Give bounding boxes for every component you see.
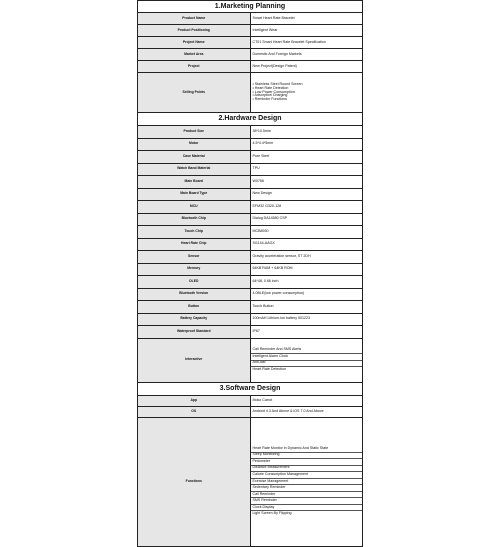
selling-points-list	[250, 73, 363, 113]
row-key: OS	[138, 406, 251, 417]
row-value: MCB8930	[250, 226, 363, 239]
row-key: Memory	[138, 263, 251, 276]
row-key: Watch Band Material	[138, 163, 251, 176]
list-item: Distance Measurement	[251, 465, 363, 472]
row-key: Product Size	[138, 126, 251, 139]
list-item: Calorie Consumption Management	[251, 471, 363, 478]
table-row	[138, 126, 363, 139]
table-row	[138, 417, 363, 546]
list-item: Sleep Monitoring	[251, 452, 363, 459]
table-row	[138, 73, 363, 113]
section-row	[138, 382, 363, 395]
row-key: Waterproof Standard	[138, 326, 251, 339]
list-item: Sedentary Reminder	[251, 484, 363, 491]
row-key: Button	[138, 301, 251, 314]
row-value: 64*48, 0.66 inch	[250, 276, 363, 289]
row-value: SI1144-AAGX	[250, 238, 363, 251]
row-value: Gravity acceleration sensor, ST 2DH	[250, 251, 363, 264]
table-row	[138, 213, 363, 226]
table-row	[138, 263, 363, 276]
row-key: Interactive	[138, 338, 251, 382]
row-value: 4.0BLE(low power consumption)	[250, 288, 363, 301]
table-row	[138, 176, 363, 189]
row-value: Smart Heart Rate Bracelet	[250, 13, 363, 25]
row-key: Sensor	[138, 251, 251, 264]
table-row	[138, 151, 363, 164]
row-key: App	[138, 395, 251, 406]
row-value: 100mAH Lithium-ion battery 501223	[250, 313, 363, 326]
list-item: • Heart Rate Detection	[252, 85, 289, 90]
row-value: Android 4.3 And Above & iOS 7.0 And Above	[250, 406, 363, 417]
row-key: OLED	[138, 276, 251, 289]
table-row	[138, 201, 363, 214]
row-value: CT01 Smart Heart Rate Bracelet Specification	[250, 37, 363, 49]
row-value: Moko Carrot	[250, 395, 363, 406]
row-key: Product Name	[138, 13, 251, 25]
functions-list	[250, 417, 363, 546]
row-value: 64KB RAM + 64KB ROM	[250, 263, 363, 276]
row-key: Motor	[138, 138, 251, 151]
row-key: Selling Points	[138, 73, 251, 113]
table-row	[138, 49, 363, 61]
row-value: Pure Steel	[250, 151, 363, 164]
table-row	[138, 238, 363, 251]
table-row	[138, 395, 363, 406]
table-row	[138, 13, 363, 25]
row-key: Product Positioning	[138, 25, 251, 37]
table-row	[138, 288, 363, 301]
table-row	[138, 313, 363, 326]
table-row	[138, 326, 363, 339]
row-key: Market Area	[138, 49, 251, 61]
spec-document	[137, 0, 363, 516]
table-row	[138, 37, 363, 49]
table-row	[138, 251, 363, 264]
list-item: Anti-lost	[251, 360, 363, 367]
row-key: Heart Rate Chip	[138, 238, 251, 251]
list-item: Pedometer	[251, 458, 363, 465]
interactive-rows	[138, 338, 363, 546]
row-value: New Project(Design Patent)	[250, 61, 363, 73]
row-value: Dialog DA14580 CSP	[250, 213, 363, 226]
spec-table	[137, 0, 363, 547]
list-item: Intelligent Alarm Clock	[251, 353, 363, 360]
row-key: Touch Chip	[138, 226, 251, 239]
section-row	[138, 1, 363, 13]
row-value: IP67	[250, 326, 363, 339]
list-item: Call Reminder And SMS Alerts	[252, 347, 302, 352]
row-key: Main Board	[138, 176, 251, 189]
row-key: Case Material	[138, 151, 251, 164]
table-row	[138, 338, 363, 382]
list-item: Heart Rate Detection	[251, 366, 363, 373]
section-title-software: 3.Software Design	[138, 382, 363, 395]
table-row	[138, 138, 363, 151]
row-value: 4.5*4.4*5mm	[250, 138, 363, 151]
row-key: Project Name	[138, 37, 251, 49]
list-item: SMS Reminder	[251, 497, 363, 504]
row-value: EFM32 G320-128	[250, 201, 363, 214]
row-value: Domestic And Foreign Markets	[250, 49, 363, 61]
table-row	[138, 61, 363, 73]
table-row	[138, 226, 363, 239]
row-value: Intelligent Wear	[250, 25, 363, 37]
interactive-list	[250, 338, 363, 382]
row-value: W0766	[250, 176, 363, 189]
row-key: Bluetooth Chip	[138, 213, 251, 226]
row-value: TPU	[250, 163, 363, 176]
list-item: • Adsorption Charging	[252, 93, 288, 98]
list-item: Heart Rate Monitor in Dynamic And Static State	[252, 445, 329, 450]
row-value: Touch Button	[250, 301, 363, 314]
row-key: Battery Capacity	[138, 313, 251, 326]
table-row	[138, 25, 363, 37]
row-key: MCU	[138, 201, 251, 214]
section-title-marketing: 1.Marketing Planning	[138, 1, 363, 13]
list-item: Light Screen By Flipping	[251, 510, 363, 517]
list-item: Clock Display	[251, 504, 363, 511]
list-item: Exercise Management	[251, 478, 363, 485]
section-row	[138, 113, 363, 126]
section-title-hardware: 2.Hardware Design	[138, 113, 363, 126]
table-row	[138, 163, 363, 176]
row-value: 38*10.5mm	[250, 126, 363, 139]
row-value: New Design	[250, 188, 363, 201]
table-row	[138, 301, 363, 314]
table-row	[138, 406, 363, 417]
list-item: • Reminder Functions	[252, 97, 287, 102]
table-row	[138, 188, 363, 201]
row-key: Bluetooth Version	[138, 288, 251, 301]
row-key: Project	[138, 61, 251, 73]
list-item: • Stainless Steel Round Screen	[252, 81, 303, 86]
table-row	[138, 276, 363, 289]
row-key: Functions	[138, 417, 251, 546]
list-item: • Low Power Consumption	[252, 89, 295, 94]
spec-table-body	[138, 1, 363, 126]
row-key: Main Board Type	[138, 188, 251, 201]
hardware-rows	[138, 126, 363, 339]
list-item: Call Reminder	[251, 491, 363, 498]
